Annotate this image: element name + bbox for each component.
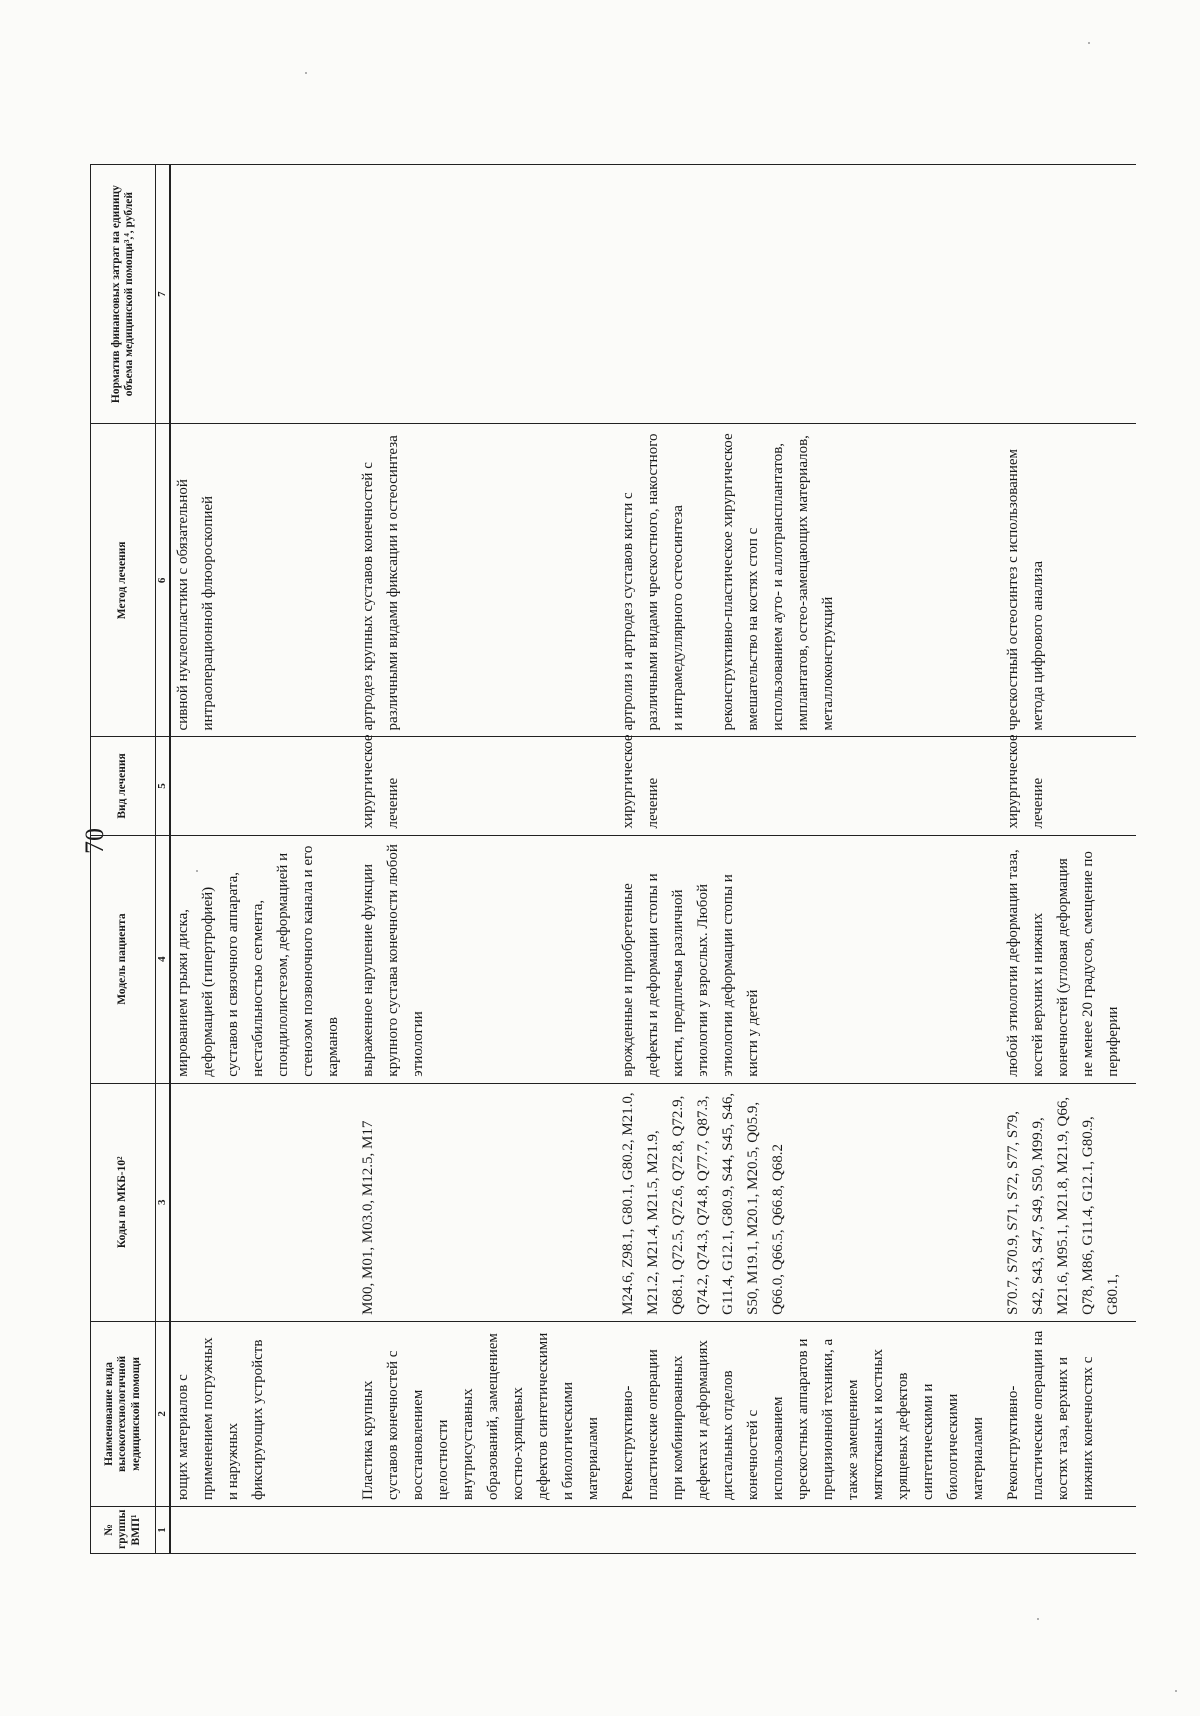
icd-codes-cell: M24.6, Z98.1, G80.1, G80.2, M21.0, M21.2, M21.4, M21.5, M21.9, Q68.1, Q72.5, Q72.6, Q72.8, Q72.9, Q74.2, Q74.3, Q74.8, Q77.7, Q87.3, G11.4, G12.1, G80.9, S44, S45, S46, S50, M19.1, M20.1, M20.5, Q05.9, Q66.0, Q66.5, Q66.8, Q68.2 <box>616 1083 1001 1321</box>
patient-model-cell: врожденные и приобретенные дефекты и деформации стопы и кисти, предплечья различной этиологии у взрослых. Любой этиологии деформации стопы и кисти у детей <box>616 835 1001 1083</box>
group-cell <box>1001 1506 1136 1553</box>
cost-norm-cell <box>616 165 1001 424</box>
icd-codes-cell: M00, M01, M03.0, M12.5, M17 <box>356 1083 616 1321</box>
scan-speck <box>305 72 307 74</box>
icd-codes-cell: S70.7, S70.9, S71, S72, S77, S79, S42, S43, S47, S49, S50, M99.9, M21.6, M95.1, M21.8, M21.9, Q66, Q78, M86, G11.4, G12.1, G80.9, G80.1, <box>1001 1083 1136 1321</box>
treatment-method-text: реконструктивно-пластическое хирургическое вмешательство на костях стоп с использованием ауто- и аллотрансплантатов, имплантатов, остео-замещающих материалов, металлоконструкций <box>719 433 836 731</box>
rotated-table-block <box>90 164 1121 1554</box>
treatment-type-cell <box>170 737 356 835</box>
treatment-type-cell: хирургическое лечение <box>616 737 1001 835</box>
treatment-method-cell <box>356 424 616 737</box>
treatment-type-cell: хирургическое лечение <box>1001 737 1136 835</box>
column-number: 7 <box>156 165 170 424</box>
table-row <box>170 165 356 1554</box>
table-row <box>1001 165 1136 1554</box>
header-care-type-name: Наименование вида высокотехнологичной медицинской помощи <box>91 1321 156 1506</box>
patient-model-cell: мированием грыжи диска, деформацией (гипертрофией) суставов и связочного аппарата, нестабильностью сегмента, спондилолистезом, деформацией и стенозом позвоночного канала и его карманов <box>170 835 356 1083</box>
header-treatment-type: Вид лечения <box>91 737 156 835</box>
cost-norm-cell <box>170 165 356 424</box>
patient-model-cell: любой этиологии деформации таза, костей верхних и нижних конечностей (угловая деформация не менее 20 градусов, смещение по периферии <box>1001 835 1136 1083</box>
group-cell <box>356 1506 616 1553</box>
care-type-name-cell: Пластика крупных суставов конечностей с восстановлением целостности внутрисуставных образований, замещением костно-хрящевых дефектов синтетическими и биологическими материалами <box>356 1321 616 1506</box>
header-group-number: № группы ВМП¹ <box>91 1506 156 1553</box>
table-row <box>616 165 1001 1554</box>
column-number: 5 <box>156 737 170 835</box>
treatment-type-cell: хирургическое лечение <box>356 737 616 835</box>
care-type-name-cell: Реконструктивно-пластические операции при комбинированных дефектах и деформациях дистальных отделов конечностей с использованием чрескостных аппаратов и прецизионной техники, а также замещением мягкотканых и костных хрящевых дефектов синтетическими и биологическими материалами <box>616 1321 1001 1506</box>
group-cell <box>170 1506 356 1553</box>
group-cell <box>616 1506 1001 1553</box>
medical-care-table <box>90 164 1136 1554</box>
header-row <box>91 165 156 1554</box>
column-number: 2 <box>156 1321 170 1506</box>
treatment-method-text: артродез крупных суставов конечностей с различными видами фиксации и остеосинтеза <box>359 435 401 731</box>
treatment-method-cell <box>170 424 356 737</box>
icd-codes-cell <box>170 1083 356 1321</box>
table-row <box>356 165 616 1554</box>
column-number: 3 <box>156 1083 170 1321</box>
treatment-method-cell <box>1001 424 1136 737</box>
column-number: 4 <box>156 835 170 1083</box>
column-number: 6 <box>156 424 170 737</box>
header-treatment-method: Метод лечения <box>91 424 156 737</box>
header-icd-codes: Коды по МКБ-10² <box>91 1083 156 1321</box>
scan-speck <box>196 870 198 872</box>
treatment-method-text: сивной нуклеопластики с обязательной интраоперационной флюороскопией <box>174 479 216 731</box>
column-number: 1 <box>156 1506 170 1553</box>
scan-speck <box>1037 1618 1039 1620</box>
scan-speck <box>1088 42 1090 44</box>
cost-norm-cell <box>356 165 616 424</box>
cost-norm-cell <box>1001 165 1136 424</box>
care-type-name-cell: Реконструктивно-пластические операции на костях таза, верхних и нижних конечностях с <box>1001 1321 1136 1506</box>
treatment-method-text: чрескостный остеосинтез с использованием метода цифрового анализа <box>1004 448 1046 731</box>
scan-speck <box>1175 1690 1177 1692</box>
treatment-method-text: артролиз и артродез суставов кисти с различными видами чрескостного, накостного и интрамедуллярного остеосинтеза <box>619 433 686 731</box>
column-number-row <box>156 165 170 1554</box>
patient-model-cell: выраженное нарушение функции крупного сустава конечности любой этиологии <box>356 835 616 1083</box>
page-number: 70 <box>80 828 109 854</box>
header-patient-model: Модель пациента <box>91 835 156 1083</box>
treatment-method-cell <box>616 424 1001 737</box>
header-cost-norm: Норматив финансовых затрат на единицу объема медицинской помощи³,⁴, рублей <box>91 165 156 424</box>
care-type-name-cell: ющих материалов с применением погружных и наружных фиксирующих устройств <box>170 1321 356 1506</box>
